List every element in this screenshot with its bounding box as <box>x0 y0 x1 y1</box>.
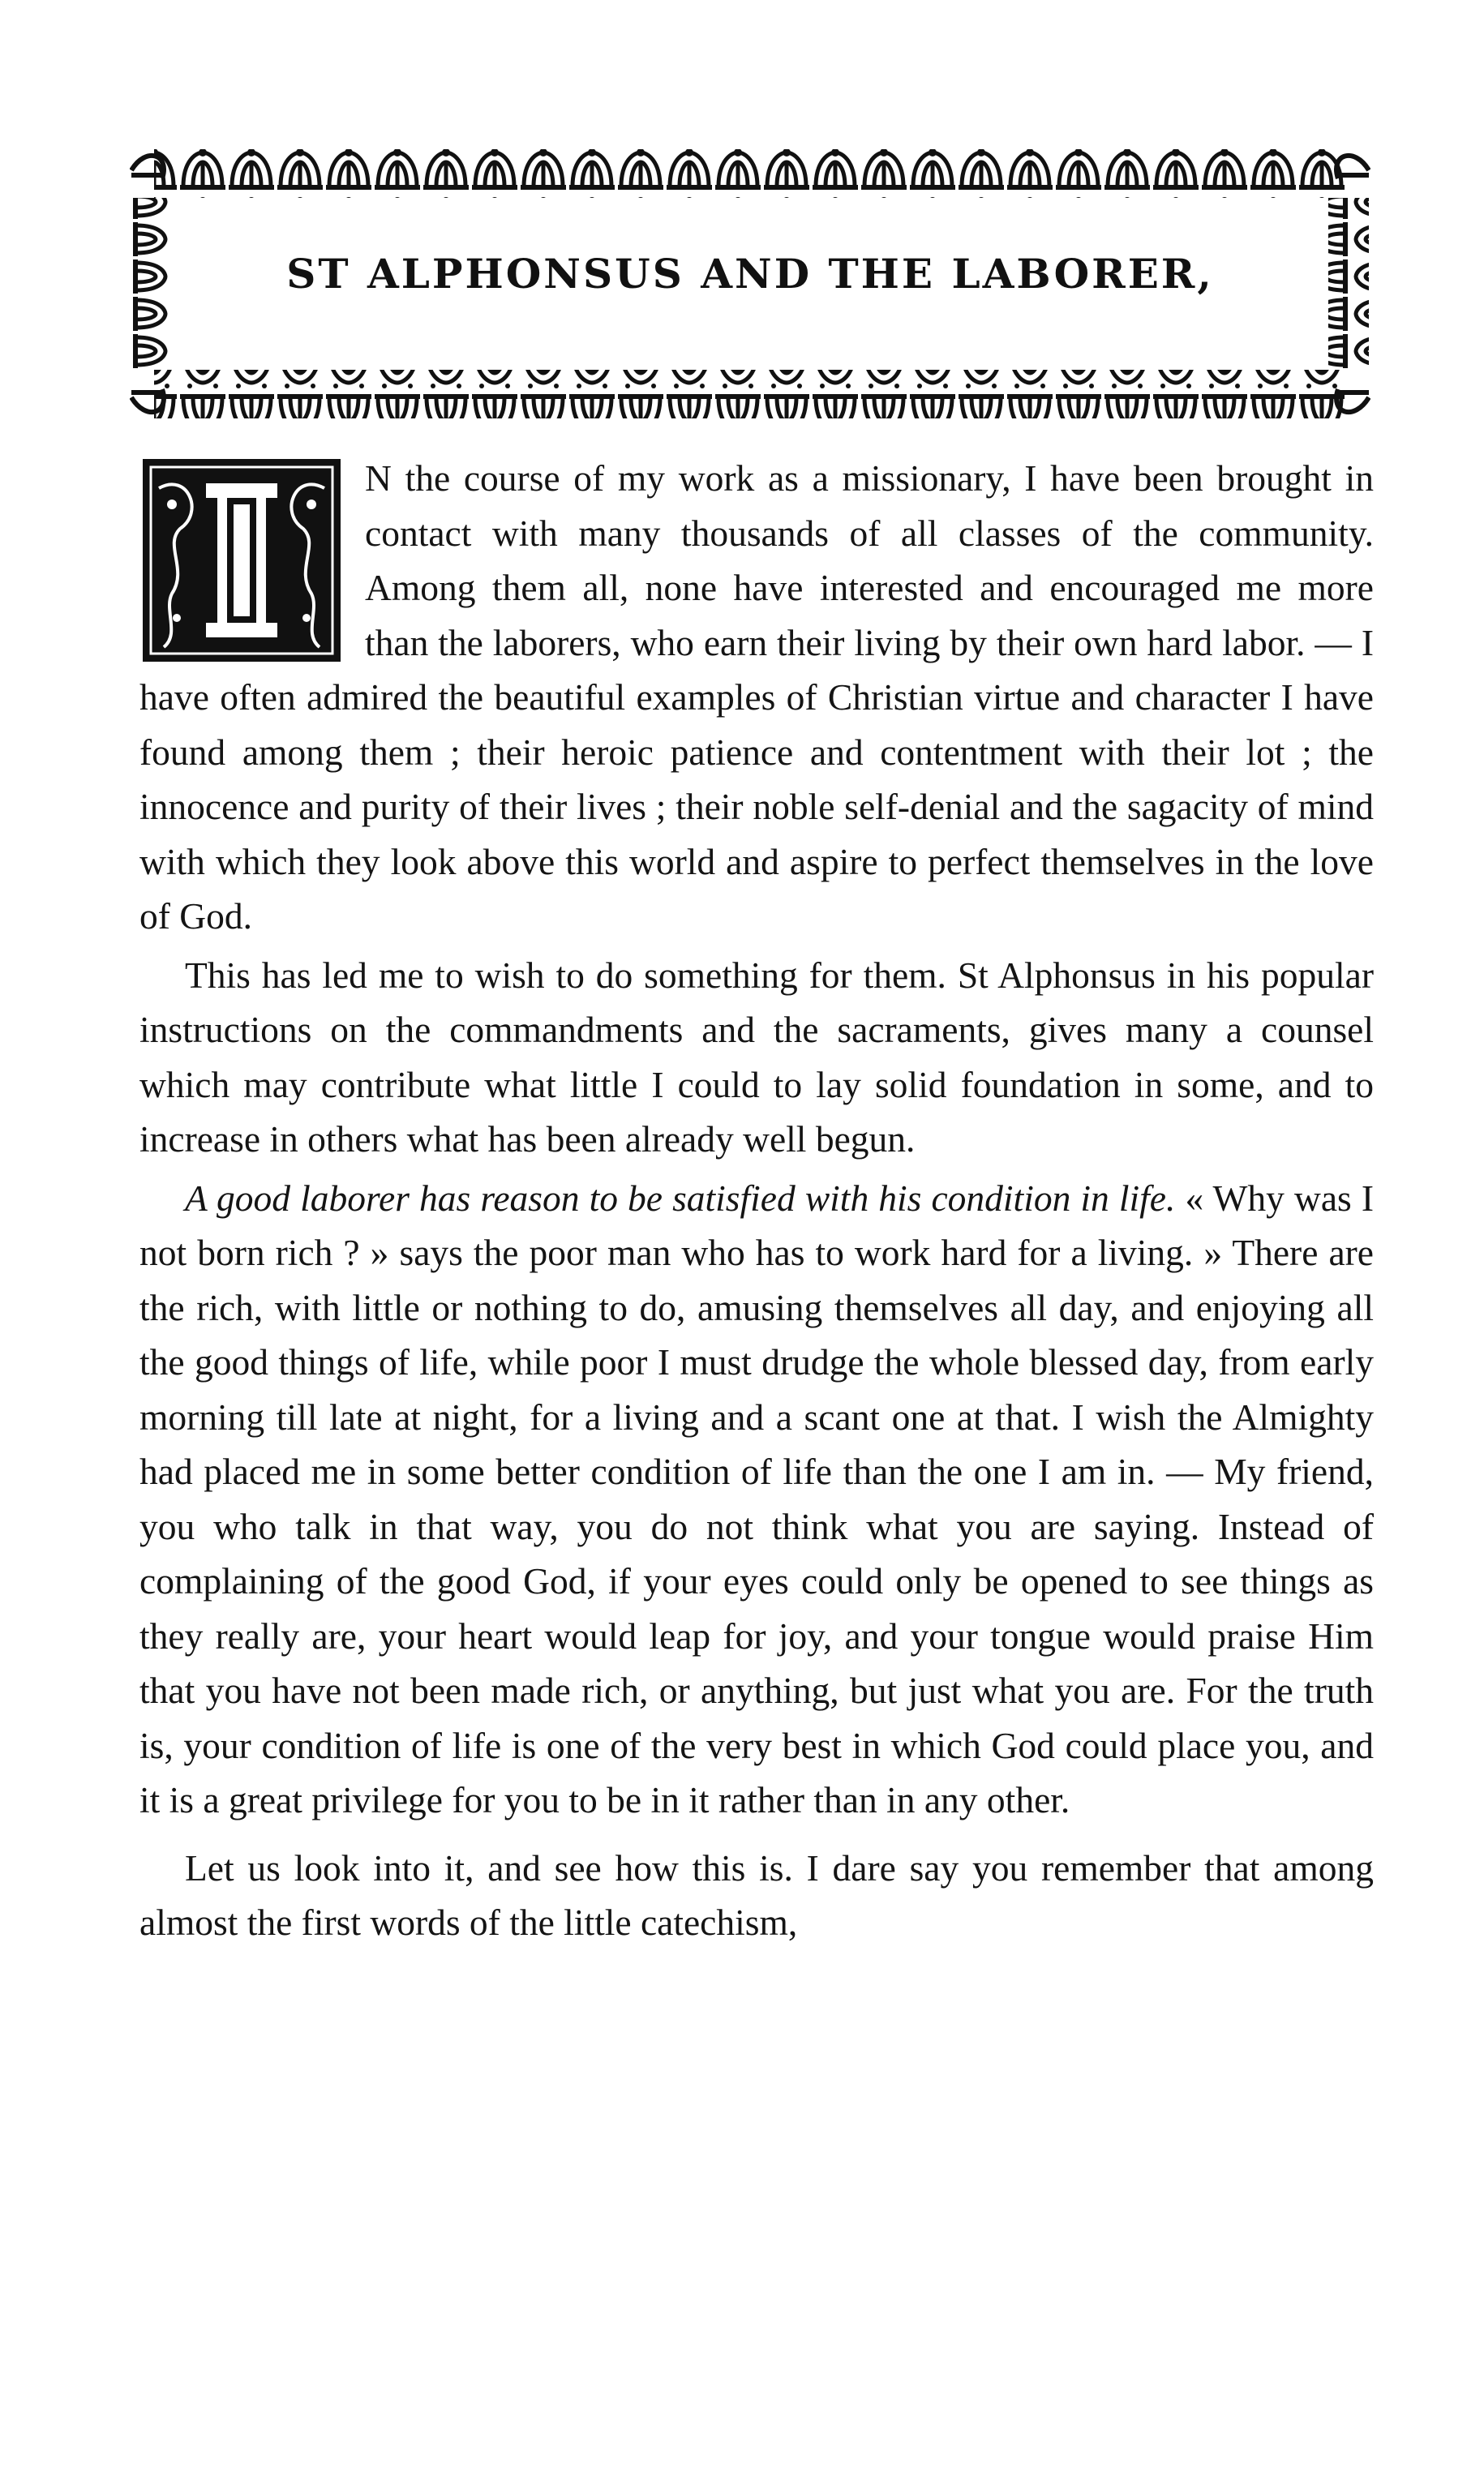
paragraph-text: This has led me to wish to do something for them. St Alphonsus in his popular instructions on the commandments and the sacraments, gives many a counsel which may contribute what little I could to lay solid foundation in some, and to increase in others what has been already well begun. <box>139 954 1374 1160</box>
paragraph-text: Let us look into it, and see how this is. I dare say you remember that among almost the first words of the little catechism, <box>139 1846 1374 1943</box>
paragraph-4 <box>139 1841 1374 1950</box>
paragraph-1 <box>139 451 1374 944</box>
paragraph-2 <box>139 948 1374 1167</box>
section-heading-italic: A good laborer has reason to be satisfied with his condition in life. <box>185 1177 1176 1219</box>
paragraph-text: « Why was I not born rich ? » says the poor man who has to work hard for a living. » There are the rich, with little or nothing to do, amusing themselves all day, and enjoying all the good things of life, while poor I must drudge the whole blessed day, from early morning till late at night, for a living and a scant one at that. I wish the Almighty had placed me in some better condition of life than the one I am in. — My friend, you who talk in that way, you do not think what you are saying. Instead of complaining of the good God, if your eyes could only be opened to see things as they really are, your heart would leap for joy, and your tongue would praise Him that you have not been made rich, or anything, but just what you are. For the truth is, your condition of life is one of the very best in which God could place you, and it is a great privilege for you to be in it rather than in any other. <box>139 1177 1375 1820</box>
chapter-header <box>130 146 1370 422</box>
paragraph-3 <box>139 1171 1374 1828</box>
chapter-title: ST ALPHONSUS AND THE LABORER, <box>286 250 1214 298</box>
lead-letter: N <box>365 457 392 499</box>
dropcap <box>139 456 344 665</box>
page-body <box>139 451 1374 1954</box>
paragraph-text: the course of my work as a missionary, I have been brought in contact with many thousands of all classes of the community. Among them all, none have interested and encouraged me more than the laborers, who earn their living by their own hard labor. — I have often admired the beautiful examples of Christian virtue and character I have found among them ; their heroic patience and contentment with their lot ; the innocence and purity of their lives ; their noble self-denial and the sagacity of mind with which they look above this world and aspire to perfect themselves in the love of God. <box>139 457 1374 937</box>
